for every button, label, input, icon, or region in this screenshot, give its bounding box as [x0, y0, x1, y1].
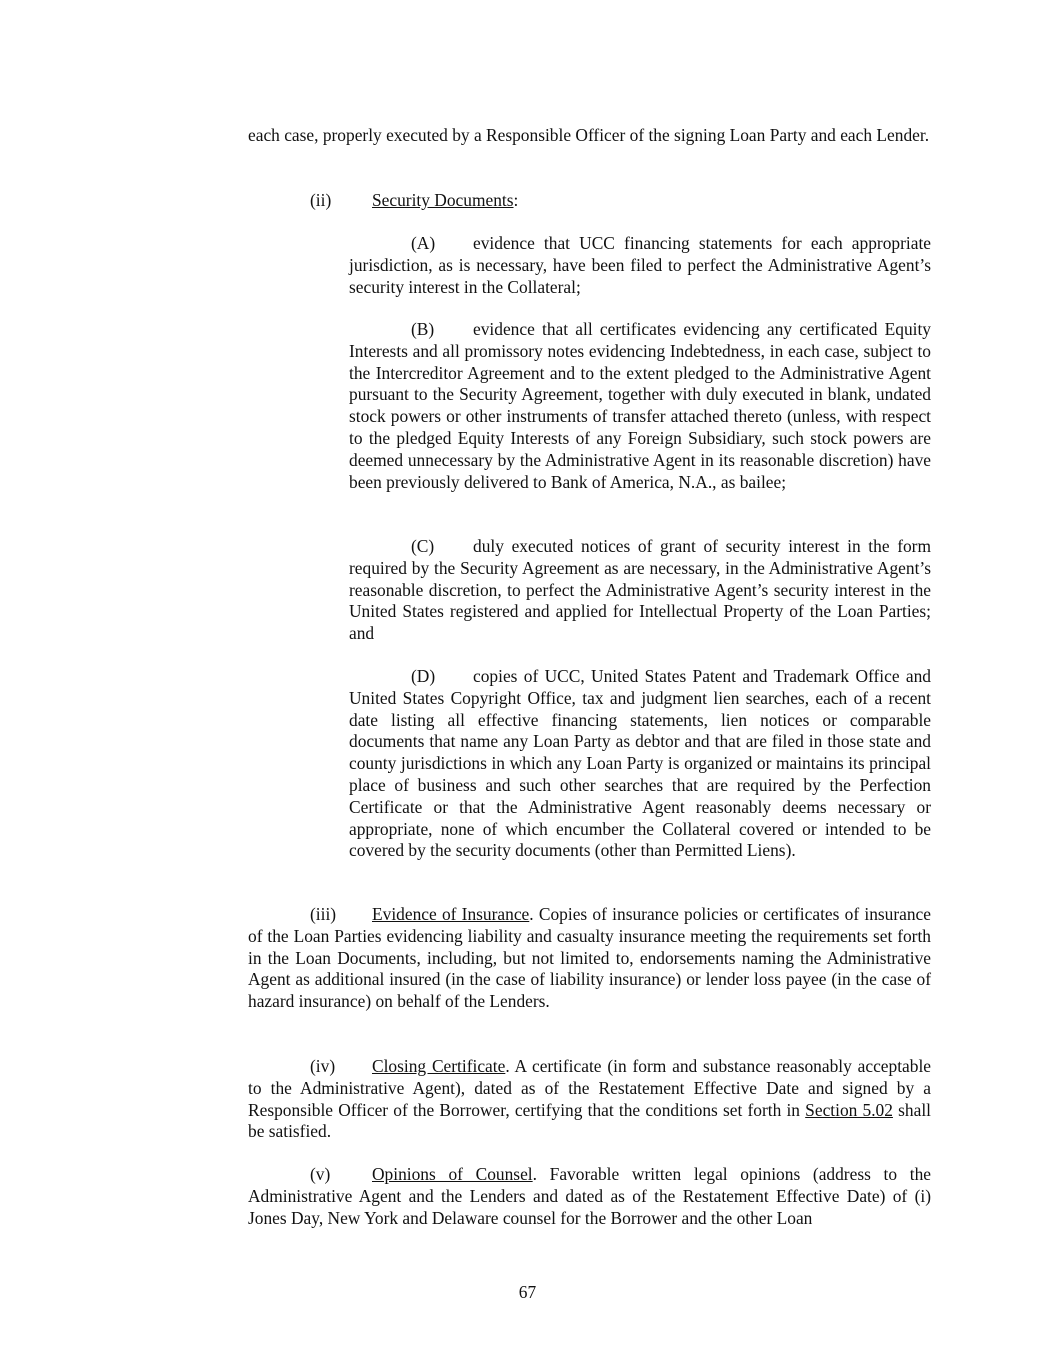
item-iv-label: (iv) [310, 1056, 336, 1076]
sub-item-d: (D) copies of UCC, United States Patent and Trademark Office and United States Copyright Office, tax and judgment lien searches, each of a recent date listing all effective financing statements, lien notices or comparable documents that name any Loan Party as debtor and that are filed in those state and county jurisdictions in which any Loan Party is organized or maintains its principal place of business and such other searches that are required by the Perfection Certificate or that the Administrative Agent reasonably deems necessary or appropriate, none of which encumber the Collateral covered or intended to be covered by the security documents (other than Permitted Liens). [349, 666, 931, 861]
sub-item-d-label: (D) [411, 666, 436, 686]
item-v-paragraph: (v) Opinions of Counsel. Favorable written legal opinions (address to the Administrative Agent and the Lenders and dated as of the Restatement Effective Date) of (i) Jones Day, New York and Delaware counsel for the Borrower and the other Loan [248, 1164, 931, 1228]
item-iii-paragraph: (iii) Evidence of Insurance. Copies of insurance policies or certificates of insurance of the Loan Parties evidencing liability and casualty insurance meeting the requirements set forth in the Loan Documents, including, but not limited to, endorsements naming the Administrative Agent as additional insured (in the case of liability insurance) or lender loss payee (in the case of hazard insurance) on behalf of the Lenders. [248, 904, 931, 1012]
item-ii-label: (ii) [310, 190, 332, 210]
sub-item-a-label: (A) [411, 233, 436, 253]
closing-certificate-heading: Closing Certificate [372, 1056, 506, 1076]
sub-item-a: (A) evidence that UCC financing statements for each appropriate jurisdiction, as is necessary, have been filed to perfect the Administrative Agent’s security interest in the Collateral; [349, 233, 931, 297]
item-iv-paragraph: (iv) Closing Certificate. A certificate (in form and substance reasonably acceptable to the Administrative Agent), dated as of the Restatement Effective Date and signed by a Responsible Officer of the Borrower, certifying that the conditions set forth in Section 5.02 shall be satisfied. [248, 1056, 931, 1142]
sub-item-b: (B) evidence that all certificates evidencing any certificated Equity Interests and all promissory notes evidencing Indebtedness, in each case, subject to the Intercreditor Agreement and to the extent pledged to the Administrative Agent pursuant to the Security Agreement, together with duly executed in blank, undated stock powers or other instruments of transfer attached thereto (unless, with respect to the pledged Equity Interests of any Foreign Subsidiary, such stock powers are deemed unnecessary by the Administrative Agent in its reasonable discretion) have been previously delivered to Bank of America, N.A., as bailee; [349, 319, 931, 492]
item-ii-heading: (ii) Security Documents: [310, 190, 519, 210]
page-number: 67 [518, 1282, 537, 1302]
opinions-of-counsel-heading: Opinions of Counsel [372, 1164, 533, 1184]
sub-item-c: (C) duly executed notices of grant of security interest in the form required by the Security Agreement as are necessary, in the Administrative Agent’s reasonable discretion, to perfect the Administrative Agent’s security interest in the United States registered and applied for Intellectual Property of the Loan Parties; and [349, 536, 931, 644]
evidence-of-insurance-heading: Evidence of Insurance [372, 904, 530, 924]
item-iii-label: (iii) [310, 904, 337, 924]
sub-item-c-label: (C) [411, 536, 435, 556]
security-documents-heading: Security Documents [372, 190, 514, 210]
sub-item-b-label: (B) [411, 319, 435, 339]
section-reference-link: Section 5.02 [805, 1099, 893, 1120]
continuation-paragraph: each case, properly executed by a Responsible Officer of the signing Loan Party and each Lender. [248, 125, 930, 145]
item-v-label: (v) [310, 1164, 331, 1184]
